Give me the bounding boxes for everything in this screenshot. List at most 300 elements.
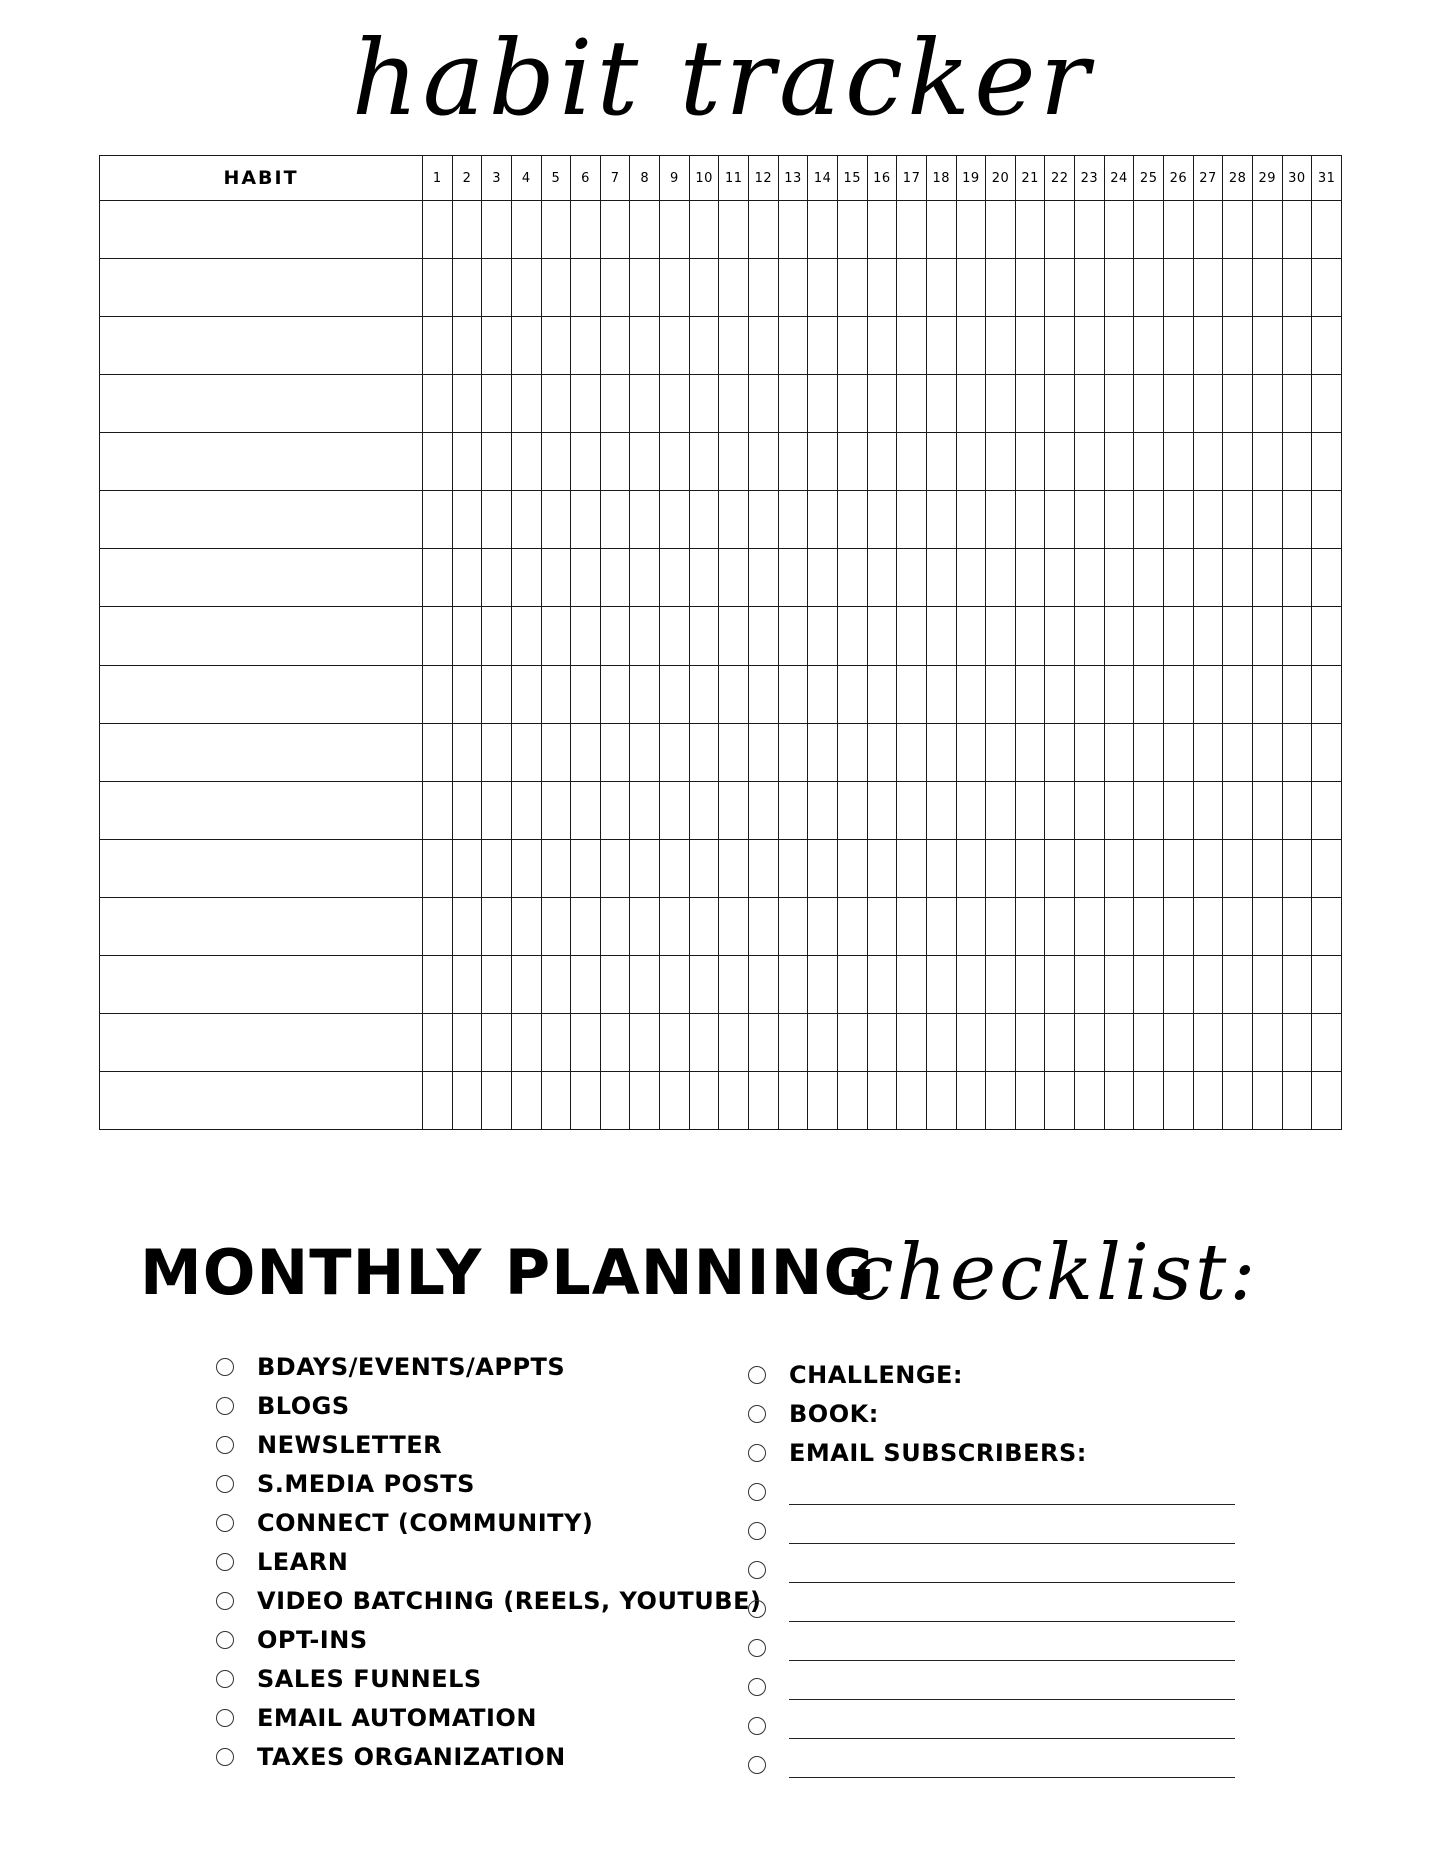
day-checkbox-cell[interactable] bbox=[1282, 665, 1312, 723]
day-checkbox-cell[interactable] bbox=[630, 491, 660, 549]
day-checkbox-cell[interactable] bbox=[956, 1013, 986, 1071]
day-checkbox-cell[interactable] bbox=[482, 723, 512, 781]
day-checkbox-cell[interactable] bbox=[1015, 491, 1045, 549]
day-checkbox-cell[interactable] bbox=[1252, 549, 1282, 607]
day-checkbox-cell[interactable] bbox=[1045, 1071, 1075, 1129]
day-checkbox-cell[interactable] bbox=[541, 1013, 571, 1071]
day-checkbox-cell[interactable] bbox=[956, 781, 986, 839]
day-checkbox-cell[interactable] bbox=[423, 955, 453, 1013]
day-checkbox-cell[interactable] bbox=[1164, 491, 1194, 549]
checkbox-circle-icon[interactable] bbox=[748, 1483, 766, 1501]
day-checkbox-cell[interactable] bbox=[1045, 607, 1075, 665]
day-checkbox-cell[interactable] bbox=[452, 491, 482, 549]
day-checkbox-cell[interactable] bbox=[1045, 201, 1075, 259]
day-checkbox-cell[interactable] bbox=[926, 491, 956, 549]
day-checkbox-cell[interactable] bbox=[511, 491, 541, 549]
day-checkbox-cell[interactable] bbox=[986, 723, 1016, 781]
day-checkbox-cell[interactable] bbox=[808, 1071, 838, 1129]
day-checkbox-cell[interactable] bbox=[660, 491, 690, 549]
day-checkbox-cell[interactable] bbox=[986, 1071, 1016, 1129]
day-checkbox-cell[interactable] bbox=[1015, 549, 1045, 607]
day-checkbox-cell[interactable] bbox=[808, 375, 838, 433]
day-checkbox-cell[interactable] bbox=[926, 549, 956, 607]
day-checkbox-cell[interactable] bbox=[571, 1013, 601, 1071]
day-checkbox-cell[interactable] bbox=[837, 607, 867, 665]
day-checkbox-cell[interactable] bbox=[1223, 781, 1253, 839]
day-checkbox-cell[interactable] bbox=[1193, 201, 1223, 259]
checkbox-circle-icon[interactable] bbox=[216, 1592, 234, 1610]
day-checkbox-cell[interactable] bbox=[778, 1071, 808, 1129]
day-checkbox-cell[interactable] bbox=[897, 549, 927, 607]
day-checkbox-cell[interactable] bbox=[1312, 781, 1342, 839]
habit-name-cell[interactable] bbox=[100, 1013, 423, 1071]
checkbox-circle-icon[interactable] bbox=[216, 1436, 234, 1454]
day-checkbox-cell[interactable] bbox=[1164, 1013, 1194, 1071]
day-checkbox-cell[interactable] bbox=[808, 781, 838, 839]
day-checkbox-cell[interactable] bbox=[689, 607, 719, 665]
day-checkbox-cell[interactable] bbox=[600, 375, 630, 433]
day-checkbox-cell[interactable] bbox=[719, 723, 749, 781]
day-checkbox-cell[interactable] bbox=[867, 317, 897, 375]
day-checkbox-cell[interactable] bbox=[956, 897, 986, 955]
day-checkbox-cell[interactable] bbox=[511, 433, 541, 491]
day-checkbox-cell[interactable] bbox=[1134, 607, 1164, 665]
day-checkbox-cell[interactable] bbox=[1104, 201, 1134, 259]
day-checkbox-cell[interactable] bbox=[926, 665, 956, 723]
day-checkbox-cell[interactable] bbox=[1015, 1071, 1045, 1129]
day-checkbox-cell[interactable] bbox=[1282, 1013, 1312, 1071]
day-checkbox-cell[interactable] bbox=[1104, 723, 1134, 781]
day-checkbox-cell[interactable] bbox=[423, 1013, 453, 1071]
day-checkbox-cell[interactable] bbox=[1015, 201, 1045, 259]
day-checkbox-cell[interactable] bbox=[1252, 955, 1282, 1013]
day-checkbox-cell[interactable] bbox=[482, 607, 512, 665]
day-checkbox-cell[interactable] bbox=[1164, 375, 1194, 433]
day-checkbox-cell[interactable] bbox=[1015, 839, 1045, 897]
checkbox-circle-icon[interactable] bbox=[216, 1475, 234, 1493]
habit-name-cell[interactable] bbox=[100, 781, 423, 839]
day-checkbox-cell[interactable] bbox=[482, 665, 512, 723]
day-checkbox-cell[interactable] bbox=[897, 607, 927, 665]
day-checkbox-cell[interactable] bbox=[482, 375, 512, 433]
day-checkbox-cell[interactable] bbox=[719, 201, 749, 259]
day-checkbox-cell[interactable] bbox=[778, 549, 808, 607]
habit-name-cell[interactable] bbox=[100, 433, 423, 491]
day-checkbox-cell[interactable] bbox=[1075, 259, 1105, 317]
day-checkbox-cell[interactable] bbox=[956, 549, 986, 607]
day-checkbox-cell[interactable] bbox=[897, 375, 927, 433]
day-checkbox-cell[interactable] bbox=[1193, 549, 1223, 607]
day-checkbox-cell[interactable] bbox=[1252, 317, 1282, 375]
day-checkbox-cell[interactable] bbox=[1164, 897, 1194, 955]
day-checkbox-cell[interactable] bbox=[689, 433, 719, 491]
day-checkbox-cell[interactable] bbox=[1282, 955, 1312, 1013]
day-checkbox-cell[interactable] bbox=[689, 317, 719, 375]
day-checkbox-cell[interactable] bbox=[1193, 1013, 1223, 1071]
checkbox-circle-icon[interactable] bbox=[748, 1717, 766, 1735]
day-checkbox-cell[interactable] bbox=[956, 1071, 986, 1129]
day-checkbox-cell[interactable] bbox=[1015, 317, 1045, 375]
checkbox-circle-icon[interactable] bbox=[748, 1522, 766, 1540]
day-checkbox-cell[interactable] bbox=[1223, 317, 1253, 375]
day-checkbox-cell[interactable] bbox=[867, 375, 897, 433]
day-checkbox-cell[interactable] bbox=[956, 723, 986, 781]
day-checkbox-cell[interactable] bbox=[660, 665, 690, 723]
day-checkbox-cell[interactable] bbox=[1104, 1013, 1134, 1071]
day-checkbox-cell[interactable] bbox=[1104, 375, 1134, 433]
day-checkbox-cell[interactable] bbox=[660, 955, 690, 1013]
day-checkbox-cell[interactable] bbox=[1312, 433, 1342, 491]
day-checkbox-cell[interactable] bbox=[541, 781, 571, 839]
day-checkbox-cell[interactable] bbox=[1075, 897, 1105, 955]
day-checkbox-cell[interactable] bbox=[986, 201, 1016, 259]
day-checkbox-cell[interactable] bbox=[956, 375, 986, 433]
day-checkbox-cell[interactable] bbox=[1193, 665, 1223, 723]
day-checkbox-cell[interactable] bbox=[482, 781, 512, 839]
day-checkbox-cell[interactable] bbox=[719, 317, 749, 375]
day-checkbox-cell[interactable] bbox=[571, 897, 601, 955]
day-checkbox-cell[interactable] bbox=[1075, 433, 1105, 491]
day-checkbox-cell[interactable] bbox=[689, 201, 719, 259]
day-checkbox-cell[interactable] bbox=[719, 839, 749, 897]
day-checkbox-cell[interactable] bbox=[630, 201, 660, 259]
day-checkbox-cell[interactable] bbox=[1164, 1071, 1194, 1129]
day-checkbox-cell[interactable] bbox=[778, 897, 808, 955]
day-checkbox-cell[interactable] bbox=[1075, 955, 1105, 1013]
day-checkbox-cell[interactable] bbox=[452, 955, 482, 1013]
day-checkbox-cell[interactable] bbox=[778, 955, 808, 1013]
day-checkbox-cell[interactable] bbox=[1045, 549, 1075, 607]
day-checkbox-cell[interactable] bbox=[452, 665, 482, 723]
day-checkbox-cell[interactable] bbox=[689, 839, 719, 897]
day-checkbox-cell[interactable] bbox=[630, 839, 660, 897]
day-checkbox-cell[interactable] bbox=[749, 433, 779, 491]
day-checkbox-cell[interactable] bbox=[778, 491, 808, 549]
day-checkbox-cell[interactable] bbox=[1045, 723, 1075, 781]
day-checkbox-cell[interactable] bbox=[423, 1071, 453, 1129]
day-checkbox-cell[interactable] bbox=[897, 1071, 927, 1129]
day-checkbox-cell[interactable] bbox=[808, 955, 838, 1013]
day-checkbox-cell[interactable] bbox=[986, 839, 1016, 897]
blank-write-line[interactable] bbox=[789, 1607, 1235, 1622]
day-checkbox-cell[interactable] bbox=[511, 897, 541, 955]
day-checkbox-cell[interactable] bbox=[1282, 491, 1312, 549]
checkbox-circle-icon[interactable] bbox=[216, 1553, 234, 1571]
day-checkbox-cell[interactable] bbox=[926, 1071, 956, 1129]
blank-write-line[interactable] bbox=[789, 1646, 1235, 1661]
day-checkbox-cell[interactable] bbox=[1193, 375, 1223, 433]
day-checkbox-cell[interactable] bbox=[778, 665, 808, 723]
day-checkbox-cell[interactable] bbox=[452, 723, 482, 781]
day-checkbox-cell[interactable] bbox=[867, 549, 897, 607]
blank-write-line[interactable] bbox=[789, 1529, 1235, 1544]
day-checkbox-cell[interactable] bbox=[660, 433, 690, 491]
day-checkbox-cell[interactable] bbox=[423, 549, 453, 607]
day-checkbox-cell[interactable] bbox=[541, 839, 571, 897]
day-checkbox-cell[interactable] bbox=[689, 897, 719, 955]
day-checkbox-cell[interactable] bbox=[1252, 259, 1282, 317]
day-checkbox-cell[interactable] bbox=[689, 781, 719, 839]
day-checkbox-cell[interactable] bbox=[1134, 1013, 1164, 1071]
day-checkbox-cell[interactable] bbox=[1075, 1013, 1105, 1071]
day-checkbox-cell[interactable] bbox=[837, 375, 867, 433]
day-checkbox-cell[interactable] bbox=[452, 375, 482, 433]
day-checkbox-cell[interactable] bbox=[571, 491, 601, 549]
day-checkbox-cell[interactable] bbox=[1312, 723, 1342, 781]
day-checkbox-cell[interactable] bbox=[482, 955, 512, 1013]
day-checkbox-cell[interactable] bbox=[1312, 1013, 1342, 1071]
day-checkbox-cell[interactable] bbox=[926, 955, 956, 1013]
day-checkbox-cell[interactable] bbox=[660, 317, 690, 375]
day-checkbox-cell[interactable] bbox=[897, 665, 927, 723]
day-checkbox-cell[interactable] bbox=[956, 839, 986, 897]
day-checkbox-cell[interactable] bbox=[778, 317, 808, 375]
day-checkbox-cell[interactable] bbox=[541, 897, 571, 955]
habit-name-cell[interactable] bbox=[100, 665, 423, 723]
day-checkbox-cell[interactable] bbox=[808, 839, 838, 897]
day-checkbox-cell[interactable] bbox=[1252, 433, 1282, 491]
day-checkbox-cell[interactable] bbox=[956, 607, 986, 665]
day-checkbox-cell[interactable] bbox=[1252, 201, 1282, 259]
day-checkbox-cell[interactable] bbox=[571, 781, 601, 839]
day-checkbox-cell[interactable] bbox=[749, 491, 779, 549]
day-checkbox-cell[interactable] bbox=[1193, 259, 1223, 317]
day-checkbox-cell[interactable] bbox=[689, 491, 719, 549]
day-checkbox-cell[interactable] bbox=[571, 549, 601, 607]
day-checkbox-cell[interactable] bbox=[749, 723, 779, 781]
day-checkbox-cell[interactable] bbox=[1252, 781, 1282, 839]
day-checkbox-cell[interactable] bbox=[1223, 433, 1253, 491]
day-checkbox-cell[interactable] bbox=[1134, 259, 1164, 317]
day-checkbox-cell[interactable] bbox=[867, 201, 897, 259]
habit-name-cell[interactable] bbox=[100, 607, 423, 665]
day-checkbox-cell[interactable] bbox=[600, 781, 630, 839]
day-checkbox-cell[interactable] bbox=[1223, 201, 1253, 259]
day-checkbox-cell[interactable] bbox=[423, 781, 453, 839]
day-checkbox-cell[interactable] bbox=[926, 839, 956, 897]
day-checkbox-cell[interactable] bbox=[482, 897, 512, 955]
day-checkbox-cell[interactable] bbox=[808, 491, 838, 549]
day-checkbox-cell[interactable] bbox=[1223, 897, 1253, 955]
day-checkbox-cell[interactable] bbox=[1075, 665, 1105, 723]
day-checkbox-cell[interactable] bbox=[1282, 259, 1312, 317]
day-checkbox-cell[interactable] bbox=[986, 781, 1016, 839]
day-checkbox-cell[interactable] bbox=[482, 1013, 512, 1071]
day-checkbox-cell[interactable] bbox=[897, 955, 927, 1013]
habit-name-cell[interactable] bbox=[100, 317, 423, 375]
day-checkbox-cell[interactable] bbox=[1312, 1071, 1342, 1129]
day-checkbox-cell[interactable] bbox=[778, 781, 808, 839]
day-checkbox-cell[interactable] bbox=[956, 201, 986, 259]
day-checkbox-cell[interactable] bbox=[511, 723, 541, 781]
day-checkbox-cell[interactable] bbox=[571, 955, 601, 1013]
day-checkbox-cell[interactable] bbox=[1104, 491, 1134, 549]
day-checkbox-cell[interactable] bbox=[986, 491, 1016, 549]
day-checkbox-cell[interactable] bbox=[1282, 375, 1312, 433]
blank-write-line[interactable] bbox=[789, 1763, 1235, 1778]
habit-name-cell[interactable] bbox=[100, 549, 423, 607]
checkbox-circle-icon[interactable] bbox=[748, 1678, 766, 1696]
day-checkbox-cell[interactable] bbox=[571, 1071, 601, 1129]
day-checkbox-cell[interactable] bbox=[541, 201, 571, 259]
day-checkbox-cell[interactable] bbox=[897, 259, 927, 317]
day-checkbox-cell[interactable] bbox=[1223, 491, 1253, 549]
day-checkbox-cell[interactable] bbox=[956, 433, 986, 491]
day-checkbox-cell[interactable] bbox=[1252, 1013, 1282, 1071]
day-checkbox-cell[interactable] bbox=[1312, 317, 1342, 375]
day-checkbox-cell[interactable] bbox=[867, 607, 897, 665]
checkbox-circle-icon[interactable] bbox=[216, 1631, 234, 1649]
day-checkbox-cell[interactable] bbox=[1193, 433, 1223, 491]
day-checkbox-cell[interactable] bbox=[482, 317, 512, 375]
day-checkbox-cell[interactable] bbox=[423, 201, 453, 259]
day-checkbox-cell[interactable] bbox=[1075, 549, 1105, 607]
day-checkbox-cell[interactable] bbox=[1252, 607, 1282, 665]
day-checkbox-cell[interactable] bbox=[956, 955, 986, 1013]
day-checkbox-cell[interactable] bbox=[452, 839, 482, 897]
day-checkbox-cell[interactable] bbox=[1164, 317, 1194, 375]
day-checkbox-cell[interactable] bbox=[778, 433, 808, 491]
day-checkbox-cell[interactable] bbox=[1075, 375, 1105, 433]
day-checkbox-cell[interactable] bbox=[541, 1071, 571, 1129]
day-checkbox-cell[interactable] bbox=[778, 607, 808, 665]
day-checkbox-cell[interactable] bbox=[1045, 1013, 1075, 1071]
day-checkbox-cell[interactable] bbox=[423, 317, 453, 375]
day-checkbox-cell[interactable] bbox=[452, 549, 482, 607]
day-checkbox-cell[interactable] bbox=[423, 259, 453, 317]
day-checkbox-cell[interactable] bbox=[1104, 665, 1134, 723]
day-checkbox-cell[interactable] bbox=[1164, 955, 1194, 1013]
day-checkbox-cell[interactable] bbox=[630, 607, 660, 665]
day-checkbox-cell[interactable] bbox=[926, 259, 956, 317]
day-checkbox-cell[interactable] bbox=[837, 259, 867, 317]
day-checkbox-cell[interactable] bbox=[600, 433, 630, 491]
day-checkbox-cell[interactable] bbox=[778, 839, 808, 897]
day-checkbox-cell[interactable] bbox=[749, 317, 779, 375]
day-checkbox-cell[interactable] bbox=[1223, 839, 1253, 897]
habit-name-cell[interactable] bbox=[100, 955, 423, 1013]
day-checkbox-cell[interactable] bbox=[660, 781, 690, 839]
day-checkbox-cell[interactable] bbox=[1075, 781, 1105, 839]
day-checkbox-cell[interactable] bbox=[571, 839, 601, 897]
day-checkbox-cell[interactable] bbox=[749, 201, 779, 259]
day-checkbox-cell[interactable] bbox=[719, 549, 749, 607]
day-checkbox-cell[interactable] bbox=[956, 491, 986, 549]
day-checkbox-cell[interactable] bbox=[452, 897, 482, 955]
day-checkbox-cell[interactable] bbox=[986, 665, 1016, 723]
day-checkbox-cell[interactable] bbox=[749, 375, 779, 433]
day-checkbox-cell[interactable] bbox=[482, 433, 512, 491]
day-checkbox-cell[interactable] bbox=[897, 317, 927, 375]
day-checkbox-cell[interactable] bbox=[630, 897, 660, 955]
day-checkbox-cell[interactable] bbox=[1193, 955, 1223, 1013]
day-checkbox-cell[interactable] bbox=[1134, 781, 1164, 839]
day-checkbox-cell[interactable] bbox=[1223, 955, 1253, 1013]
day-checkbox-cell[interactable] bbox=[1075, 723, 1105, 781]
blank-write-line[interactable] bbox=[789, 1724, 1235, 1739]
day-checkbox-cell[interactable] bbox=[837, 317, 867, 375]
day-checkbox-cell[interactable] bbox=[1223, 1071, 1253, 1129]
day-checkbox-cell[interactable] bbox=[541, 955, 571, 1013]
day-checkbox-cell[interactable] bbox=[897, 839, 927, 897]
checkbox-circle-icon[interactable] bbox=[748, 1600, 766, 1618]
day-checkbox-cell[interactable] bbox=[1075, 839, 1105, 897]
day-checkbox-cell[interactable] bbox=[1164, 781, 1194, 839]
day-checkbox-cell[interactable] bbox=[1282, 607, 1312, 665]
day-checkbox-cell[interactable] bbox=[1164, 259, 1194, 317]
checkbox-circle-icon[interactable] bbox=[216, 1670, 234, 1688]
day-checkbox-cell[interactable] bbox=[423, 723, 453, 781]
day-checkbox-cell[interactable] bbox=[1134, 375, 1164, 433]
day-checkbox-cell[interactable] bbox=[600, 665, 630, 723]
day-checkbox-cell[interactable] bbox=[1252, 897, 1282, 955]
day-checkbox-cell[interactable] bbox=[1134, 491, 1164, 549]
day-checkbox-cell[interactable] bbox=[867, 781, 897, 839]
day-checkbox-cell[interactable] bbox=[511, 201, 541, 259]
day-checkbox-cell[interactable] bbox=[630, 723, 660, 781]
day-checkbox-cell[interactable] bbox=[778, 201, 808, 259]
day-checkbox-cell[interactable] bbox=[1164, 201, 1194, 259]
day-checkbox-cell[interactable] bbox=[541, 375, 571, 433]
day-checkbox-cell[interactable] bbox=[630, 665, 660, 723]
day-checkbox-cell[interactable] bbox=[482, 201, 512, 259]
day-checkbox-cell[interactable] bbox=[956, 665, 986, 723]
day-checkbox-cell[interactable] bbox=[1193, 897, 1223, 955]
day-checkbox-cell[interactable] bbox=[1015, 259, 1045, 317]
day-checkbox-cell[interactable] bbox=[1282, 433, 1312, 491]
habit-name-cell[interactable] bbox=[100, 259, 423, 317]
day-checkbox-cell[interactable] bbox=[1075, 607, 1105, 665]
day-checkbox-cell[interactable] bbox=[452, 433, 482, 491]
day-checkbox-cell[interactable] bbox=[1134, 723, 1164, 781]
day-checkbox-cell[interactable] bbox=[660, 201, 690, 259]
day-checkbox-cell[interactable] bbox=[897, 433, 927, 491]
day-checkbox-cell[interactable] bbox=[541, 317, 571, 375]
checkbox-circle-icon[interactable] bbox=[216, 1709, 234, 1727]
day-checkbox-cell[interactable] bbox=[897, 723, 927, 781]
day-checkbox-cell[interactable] bbox=[837, 781, 867, 839]
day-checkbox-cell[interactable] bbox=[986, 433, 1016, 491]
day-checkbox-cell[interactable] bbox=[1134, 897, 1164, 955]
day-checkbox-cell[interactable] bbox=[1045, 491, 1075, 549]
day-checkbox-cell[interactable] bbox=[1193, 491, 1223, 549]
day-checkbox-cell[interactable] bbox=[1015, 781, 1045, 839]
day-checkbox-cell[interactable] bbox=[1252, 491, 1282, 549]
day-checkbox-cell[interactable] bbox=[778, 1013, 808, 1071]
day-checkbox-cell[interactable] bbox=[1223, 259, 1253, 317]
checkbox-circle-icon[interactable] bbox=[748, 1639, 766, 1657]
checkbox-circle-icon[interactable] bbox=[216, 1397, 234, 1415]
day-checkbox-cell[interactable] bbox=[1134, 549, 1164, 607]
day-checkbox-cell[interactable] bbox=[1015, 723, 1045, 781]
day-checkbox-cell[interactable] bbox=[600, 607, 630, 665]
day-checkbox-cell[interactable] bbox=[1104, 1071, 1134, 1129]
day-checkbox-cell[interactable] bbox=[867, 491, 897, 549]
day-checkbox-cell[interactable] bbox=[719, 433, 749, 491]
day-checkbox-cell[interactable] bbox=[452, 1013, 482, 1071]
day-checkbox-cell[interactable] bbox=[778, 375, 808, 433]
day-checkbox-cell[interactable] bbox=[630, 955, 660, 1013]
day-checkbox-cell[interactable] bbox=[1312, 375, 1342, 433]
day-checkbox-cell[interactable] bbox=[571, 723, 601, 781]
habit-name-cell[interactable] bbox=[100, 839, 423, 897]
day-checkbox-cell[interactable] bbox=[1045, 839, 1075, 897]
day-checkbox-cell[interactable] bbox=[600, 897, 630, 955]
day-checkbox-cell[interactable] bbox=[986, 375, 1016, 433]
day-checkbox-cell[interactable] bbox=[541, 491, 571, 549]
day-checkbox-cell[interactable] bbox=[452, 1071, 482, 1129]
day-checkbox-cell[interactable] bbox=[1015, 433, 1045, 491]
